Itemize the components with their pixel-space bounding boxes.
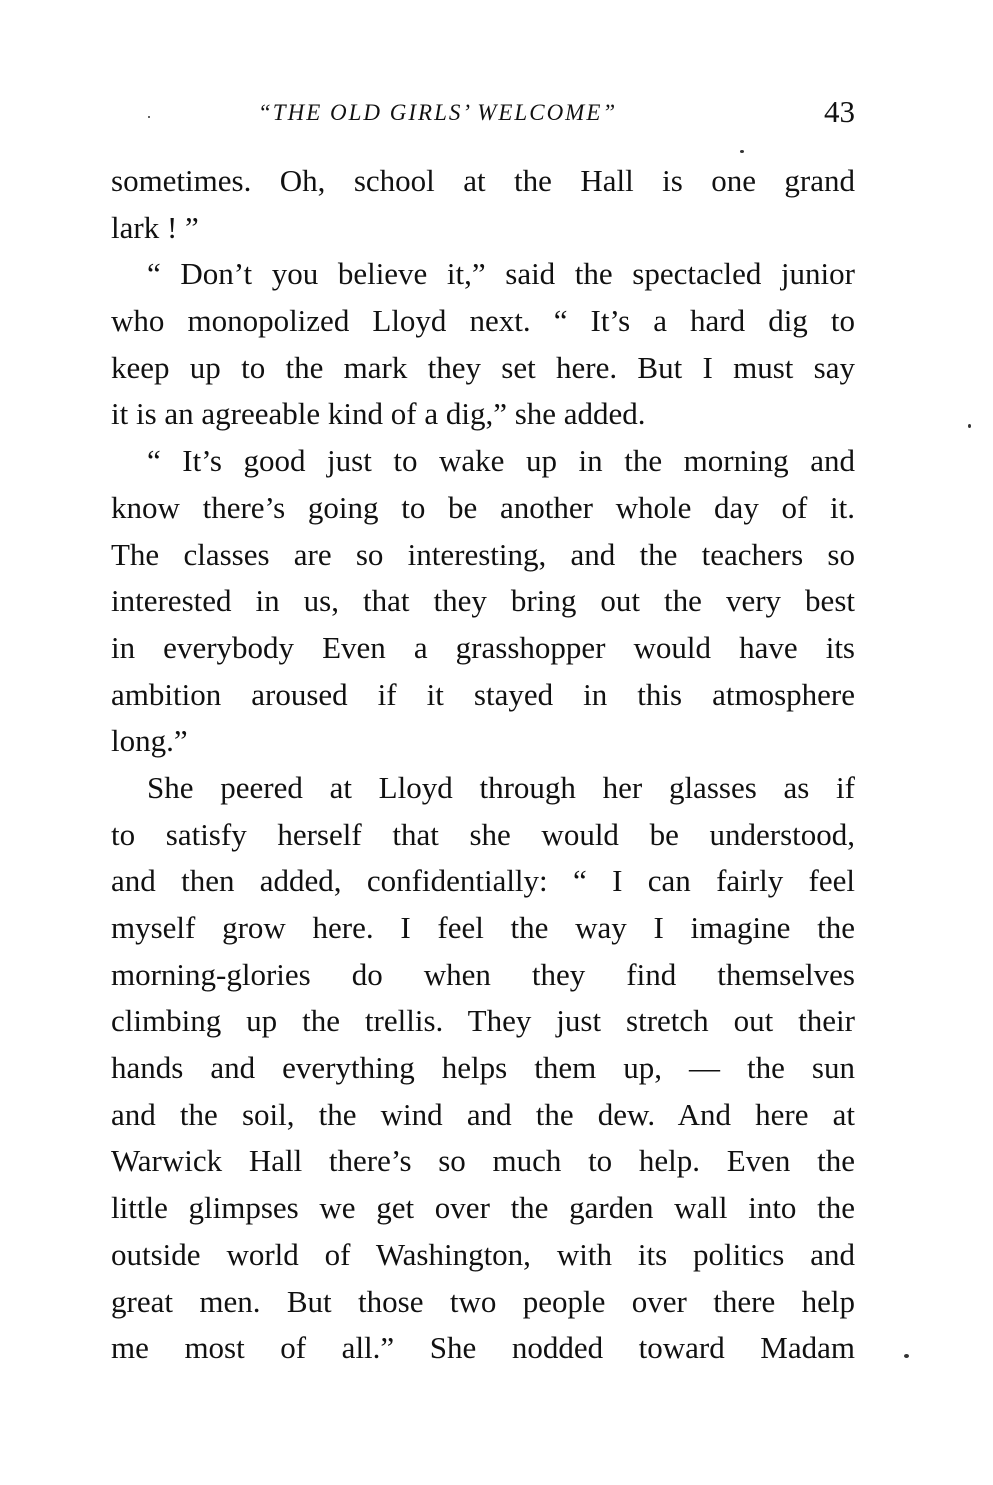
text-line: “ Don’t you believe it,” said the spectacled junior — [147, 256, 855, 292]
text-line: sometimes. Oh, school at the Hall is one grand — [111, 163, 855, 198]
text-line: climbing up the trellis. They just stretch out their — [111, 1003, 855, 1039]
text-line: She peered at Lloyd through her glasses as if — [147, 769, 855, 805]
scan-speck — [968, 424, 971, 428]
text-line: morning-glories do when they find themselves — [111, 956, 855, 992]
text-line: long.” — [111, 723, 188, 759]
scan-speck — [148, 116, 150, 118]
text-line: interested in us, that they bring out the very best — [111, 583, 855, 619]
running-title: “THE OLD GIRLS’ WELCOME” — [258, 100, 618, 125]
text-line: keep up to the mark they set here. But I must say — [111, 349, 855, 385]
text-line: it is an agreeable kind of a dig,” she added. — [111, 396, 646, 432]
text-line: hands and everything helps them up, — the sun — [111, 1050, 855, 1086]
text-line: Warwick Hall there’s so much to help. Even the — [111, 1143, 855, 1179]
body-text — [111, 158, 855, 1372]
text-line: who monopolized Lloyd next. “ It’s a hard dig to — [111, 303, 855, 339]
text-line: “ It’s good just to wake up in the morning and — [147, 443, 855, 479]
text-line: lark ! ” — [111, 209, 199, 245]
text-line: myself grow here. I feel the way I imagine the — [111, 910, 855, 945]
scan-speck — [904, 1354, 909, 1358]
text-line: outside world of Washington, with its politics and — [111, 1236, 855, 1272]
page-number: 43 — [824, 94, 855, 129]
text-line: me most of all.” She nodded toward Madam — [111, 1330, 855, 1366]
text-line: and then added, confidentially: “ I can fairly feel — [111, 863, 855, 899]
text-line: know there’s going to be another whole day of it. — [111, 489, 855, 525]
text-line: to satisfy herself that she would be understood, — [111, 816, 855, 852]
text-line: The classes are so interesting, and the teachers so — [111, 536, 855, 572]
scan-speck — [740, 150, 744, 153]
text-line: great men. But those two people over there help — [111, 1283, 855, 1319]
running-head — [110, 92, 855, 138]
text-line: and the soil, the wind and the dew. And here at — [111, 1096, 855, 1132]
text-line: little glimpses we get over the garden wall into the — [111, 1190, 855, 1226]
text-line: ambition aroused if it stayed in this atmosphere — [111, 676, 855, 712]
text-line: in everybody Even a grasshopper would have its — [111, 629, 855, 665]
